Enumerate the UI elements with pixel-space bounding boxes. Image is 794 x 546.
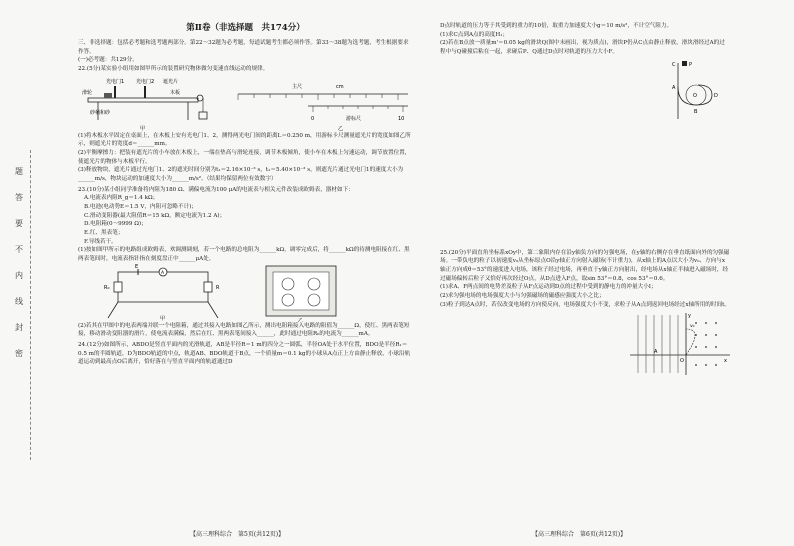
question-25-1: (1)求A、F两点间的电势差及粒子从F点运动到D点的过程中受到的静电力的冲量大小I； <box>440 284 657 291</box>
q23-option: D.电阻箱(0～9999 Ω)； <box>84 221 147 228</box>
left-page <box>78 22 413 367</box>
fig-label: D <box>714 92 718 99</box>
question-25: 25.(20分)平面直角坐标系xOy中，第二象限内存在沿y轴负方向的匀强电场，在y轴的右侧存在垂直纸面向外的匀强磁场。一带负电的粒子以初速度v₀从坐标原点O沿y轴正方向射入磁场(不计重力)，从x轴上的A点以大小为v₀、方向与x轴正方向成θ＝53°的速度进入电场，该粒子经过电场，再垂直于y轴正方向射出，经电场从x轴正半轴进入磁场时，经过磁场偏转后粒子又恰好再次经过O点，从D点进入F点，取sin 53°＝0.8，cos 53°＝0.6。 <box>440 249 730 282</box>
q23-option: F.导线若干。 <box>84 238 117 245</box>
blank-space <box>440 127 730 249</box>
seal-char: 内 <box>15 271 23 280</box>
fig-label: 木板 <box>170 89 181 96</box>
seal-char: 线 <box>15 297 23 306</box>
seal-char: 题 <box>15 167 23 176</box>
fig-label: E <box>135 263 139 270</box>
section-header: 第Ⅱ卷（非选择题 共174分） <box>186 23 305 33</box>
fig-label: 甲 <box>140 125 146 132</box>
mandatory-label: (一)必考题：共129分。 <box>78 57 138 64</box>
question-24: 24.(12分)如图所示，ABDO是竖直平面内的光滑轨道，AB是半径R＝1 m的四分之一圆弧，半径OA处于水平位置，BDO是半径R₁＝0.5 m的半圆轨道，D为BDO轨道的中点，轨道AB、BDO轨道于B点，一个质量m＝0.1 kg的小球从A点正上方由静止释放，小球沿轨道运动到最高点O后离开，恰好落在与竖直平面内的轨道通过D <box>78 341 411 366</box>
question-22-3: (3)释放物块，遮光片通过光电门1、2的遮光时间分别为t₁＝2.16×10⁻³ s，t₂＝5.40×10⁻³ s，则遮光片通过光电门1的速度大小为______m/s，物块运动的加速度大小为______m/s²。（结果均保留两位有效数字） <box>78 167 404 183</box>
fig-label: 0 <box>311 115 315 122</box>
question-25-2: (2)求匀强电场的电场强度大小与匀强磁场的磁感应强度大小之比； <box>440 292 605 299</box>
question-22-1: (1)将木板水平固定在桌面上，在木板上安有光电门1、2，测得两光电门间的距离L＝0.250 m，用游标卡尺测量遮光片的宽度如图乙所示，则遮光片的宽度d＝______mm。 <box>78 132 411 148</box>
fig-label: 砂桶和砂 <box>90 109 111 116</box>
fig-label: 主尺 <box>292 83 303 90</box>
seal-char: 密 <box>15 349 23 358</box>
fig-label: 10 <box>398 115 405 122</box>
q24-continued: D点时轨道的压力等于其受到的重力的10倍，取重力加速度大小g＝10 m/s²，不计空气阻力。 <box>440 23 673 29</box>
fig-label: 乙 <box>338 125 344 132</box>
right-page <box>440 22 730 379</box>
fig-label: v₀ <box>690 324 695 330</box>
fig-label: O <box>680 358 684 365</box>
question-23: 23.(10分)某小组同学准备将内阻为180 Ω、满偏电流为100 μA的电流表与相关元件改装成欧姆表，器材如下： <box>78 186 354 193</box>
figure-24 <box>440 57 730 127</box>
q23-option: B.电池(电动势E＝1.5 V，内阻可忽略不计)； <box>84 204 197 211</box>
figure-25 <box>440 309 730 379</box>
fig-label: A <box>654 349 658 356</box>
figure-23 <box>78 264 413 322</box>
figure-22-svg <box>78 74 413 132</box>
fig-label: R <box>216 284 220 291</box>
fig-label: 游标尺 <box>346 115 362 122</box>
figure-24-svg <box>440 57 730 127</box>
q23-option: A.电流表内阻R_g＝1.4 kΩ； <box>84 195 159 202</box>
fig-label: 甲 <box>160 315 166 322</box>
figure-22 <box>78 74 413 132</box>
section-intro: 三、非选择题：包括必考题和选考题两部分。第22～32题为必考题，每道试题考生都必须作答。第33～38题为选考题，考生根据要求作答。 <box>78 40 409 55</box>
footer-left: 【高三理科综合 第5页(共12页)】 <box>190 531 285 538</box>
seal-char: 不 <box>15 245 23 254</box>
question-22: 22.(5分)某实验小组用如图甲所示的装置研究物体做匀变速直线运动的规律。 <box>78 66 269 73</box>
fig-label: C <box>672 61 676 68</box>
q23-option: C.滑动变阻器(最大阻值R＝15 kΩ，额定电流为1.2 A)； <box>84 212 226 219</box>
fig-label: A <box>672 84 676 91</box>
figure-23-svg <box>78 264 413 322</box>
seal-char: 答 <box>15 193 23 202</box>
fig-label: cm <box>336 83 344 90</box>
seal-char: 要 <box>15 219 23 228</box>
q23-option: E.红、黑表笔； <box>84 230 124 237</box>
fig-label: P <box>689 61 693 68</box>
q24-1: (1)求C点到A点的高度H₁； <box>440 31 509 38</box>
question-23-2: (2)若其在甲图中的电表两端并联一个电阻箱，通过其接入电路如图乙所示，测出电阻箱接入电路的阻值为______Ω，使红、黑两表笔短接，移动滑动变阻器的滑片，使电流表满偏，然后在红、黑两表笔间接入______，此时通过电阻R₀的电流为______mA。 <box>78 322 410 338</box>
fig-label: 光电门2 <box>136 78 155 85</box>
fig-label: 乙 <box>298 317 304 322</box>
fig-label: x <box>724 358 727 365</box>
question-22-2: (2)平衡摩擦力：把装有遮光片的小车放在木板上，一端在垫高与滑轮连接，调节木板倾角，使小车在木板上匀速运动，调节放置位置，使遮光片的物体与木板平行。 <box>78 150 411 165</box>
question-25-3: (3)粒子到达A点时，若仅改变电场的方向使反向，电场强度大小不变，求粒子从A点到返回电场经过x轴所用的时间t。 <box>440 301 730 308</box>
fig-label: 遮光片 <box>163 78 179 85</box>
fig-label: 滑轮 <box>82 89 93 96</box>
seal-char: 封 <box>15 323 23 332</box>
fig-label: y <box>688 313 691 320</box>
figure-25-svg <box>440 309 730 379</box>
fig-label: A <box>161 270 165 276</box>
fig-label: O <box>693 92 697 99</box>
seal-line-column <box>8 150 31 460</box>
q24-2: (2)若在B点放一质量m'＝0.05 kg的滑块Q(图中未画出，视为质点)，滑块P仍从C点由静止释放，滑块滑经过A的过程中与Q碰撞后粘在一起，求碰后P、Q通过D点时对轨道的压力大小F。 <box>440 40 725 55</box>
question-23-1: (1)按如图甲所示的电路组成欧姆表，欢调测调刻，若一个电路的总电阻为______kΩ，调零完成后，将______kΩ的待测电阻接在红、黑两表笔间时，电流表指针指在刻度盘正中______μA处。 <box>78 247 410 262</box>
fig-label: 光电门1 <box>106 78 125 85</box>
footer-right: 【高三理科综合 第6页(共12页)】 <box>532 531 627 538</box>
fig-label: B <box>694 108 698 115</box>
fig-label: R₀ <box>104 284 110 291</box>
